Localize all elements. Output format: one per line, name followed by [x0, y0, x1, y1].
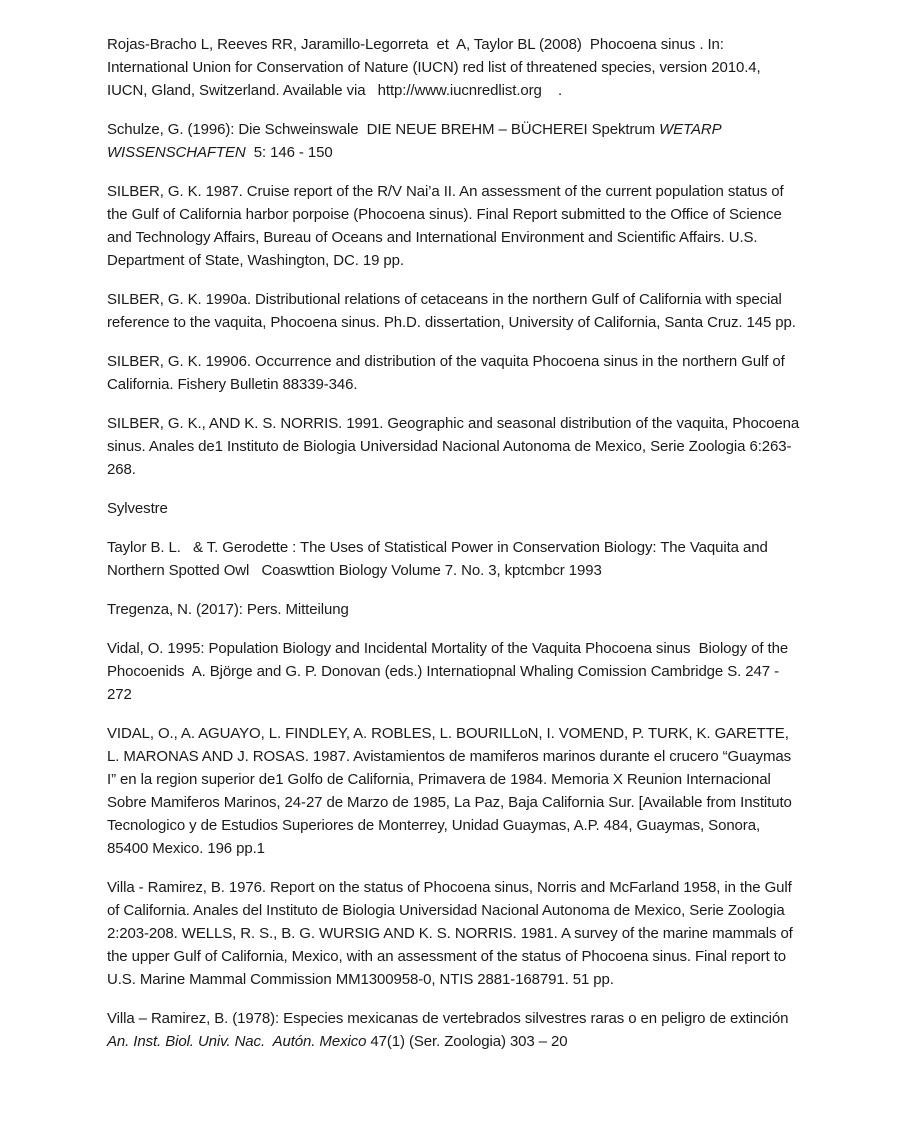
reference-text: SILBER, G. K. 1990a. Distributional relations of cetaceans in the northern Gulf of California with special reference to the vaquita, Phocoena sinus. Ph.D. dissertation, University of California, Santa Cruz. 145 pp. [107, 291, 796, 331]
reference-paragraph [107, 637, 804, 706]
reference-text: VIDAL, O., A. AGUAYO, L. FINDLEY, A. ROBLES, L. BOURILLoN, I. VOMEND, P. TURK, K. GARETTE, L. MARONAS AND J. ROSAS. 1987. Avistamientos de mamiferos marinos durante el crucero “Guaymas I” en la region superior de1 Golfo de California, Primavera de 1984. Memoria X Reunion Internacional Sobre Mamiferos Marinos, 24-27 de Marzo de 1985, La Paz, Baja California Sur. [Available from Instituto Tecnologico y de Estudios Superiores de Monterrey, Unidad Guaymas, A.P. 484, Guaymas, Sonora, 85400 Mexico. 196 pp.1 [107, 725, 796, 857]
reference-text: Taylor B. L. & T. Gerodette : The Uses of Statistical Power in Conservation Biology: The Vaquita and Northern Spotted Owl Coaswttion Biology Volume 7. No. 3, kptcmbcr 1993 [107, 539, 772, 579]
reference-paragraph [107, 876, 804, 991]
reference-text: SILBER, G. K., AND K. S. NORRIS. 1991. Geographic and seasonal distribution of the vaquita, Phocoena sinus. Anales de1 Instituto de Biologia Universidad Nacional Autonoma de Mexico, Serie Zoologia 6:263-268. [107, 415, 804, 478]
reference-text: Schulze, G. (1996): Die Schweinswale DIE NEUE BREHM – BÜCHEREI Spektrum [107, 121, 660, 138]
reference-paragraph [107, 288, 804, 334]
reference-paragraph [107, 180, 804, 272]
reference-paragraph [107, 598, 804, 621]
reference-text: Rojas-Bracho L, Reeves RR, Jaramillo-Legorreta et A, Taylor BL (2008) Phocoena sinus . In: International Union for Conservation of Nature (IUCN) red list of threatened species, version 2010.4, IUCN, Gland, Switzerland. Available via http://www.iucnredlist.org . [107, 36, 765, 99]
reference-paragraph [107, 497, 804, 520]
reference-text: Tregenza, N. (2017): Pers. Mitteilung [107, 601, 349, 618]
reference-paragraph [107, 722, 804, 860]
reference-paragraph [107, 118, 804, 164]
reference-text: SILBER, G. K. 19906. Occurrence and distribution of the vaquita Phocoena sinus in the northern Gulf of California. Fishery Bulletin 88339-346. [107, 353, 789, 393]
reference-text-italic: An. Inst. Biol. Univ. Nac. Autón. Mexico [107, 1033, 367, 1050]
reference-text: Villa – Ramirez, B. (1978): Especies mexicanas de vertebrados silvestres raras o en peligro de extinción [107, 1010, 797, 1027]
reference-paragraph [107, 33, 804, 102]
reference-paragraph [107, 536, 804, 582]
reference-text-italic: WETARP WISSENSCHAFTEN [107, 121, 726, 161]
reference-text: Villa - Ramirez, B. 1976. Report on the status of Phocoena sinus, Norris and McFarland 1958, in the Gulf of California. Anales del Instituto de Biologia Universidad Nacional Autonoma de Mexico, Serie Zoologia 2:203-208. WELLS, R. S., B. G. WURSIG AND K. S. NORRIS. 1981. A survey of the marine mammals of the upper Gulf of California, Mexico, with an assessment of the status of Phocoena sinus. Final report to U.S. Marine Mammal Commission MM1300958-0, NTIS 2881-168791. 51 pp. [107, 879, 797, 988]
reference-paragraph [107, 350, 804, 396]
reference-text: 47(1) (Ser. Zoologia) 303 – 20 [366, 1033, 568, 1050]
reference-text: Vidal, O. 1995: Population Biology and Incidental Mortality of the Vaquita Phocoena sinus Biology of the Phocoenids A. Björge and G. P. Donovan (eds.) Internatiopnal Whaling Comission Cambridge S. 247 - 272 [107, 640, 793, 703]
reference-paragraph [107, 1007, 804, 1053]
reference-paragraph [107, 412, 804, 481]
reference-text: 5: 146 - 150 [245, 144, 333, 161]
references-list [107, 33, 804, 1053]
reference-text: Sylvestre [107, 500, 168, 517]
reference-text: SILBER, G. K. 1987. Cruise report of the R/V Nai’a II. An assessment of the current population status of the Gulf of California harbor porpoise (Phocoena sinus). Final Report submitted to the Office of Science and Technology Affairs, Bureau of Oceans and International Environment and Scientific Affairs. U.S. Department of State, Washington, DC. 19 pp. [107, 183, 788, 269]
